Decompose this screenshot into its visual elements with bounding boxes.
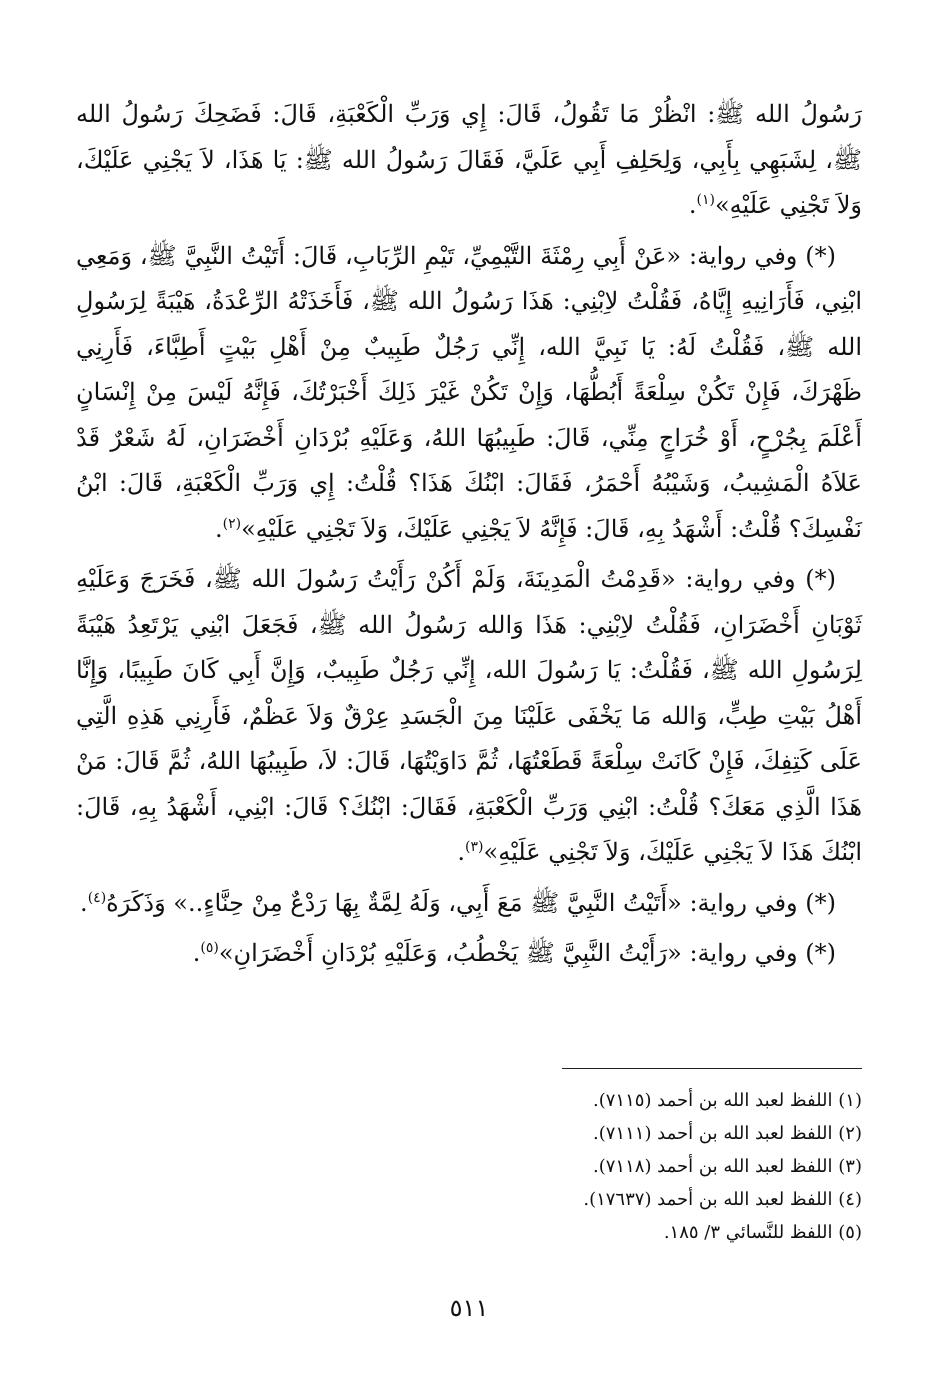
paragraph bbox=[76, 234, 862, 553]
footnote: (٢) اللفظ لعبد الله بن أحمد (٧١١١). bbox=[593, 1123, 862, 1144]
paragraph bbox=[76, 931, 862, 977]
footnote-ref: (٢) bbox=[222, 515, 242, 532]
footnote: (٣) اللفظ لعبد الله بن أحمد (٧١١٨). bbox=[593, 1156, 862, 1177]
footnote-ref: (٣) bbox=[465, 839, 484, 855]
footnote-ref: (٥) bbox=[200, 940, 219, 956]
paragraph-tail: . bbox=[214, 514, 223, 543]
footnote: (٥) اللفظ للنَّسائي ٣/ ١٨٥. bbox=[663, 1222, 862, 1243]
footnote-ref: (٤) bbox=[87, 889, 107, 906]
footnotes-list bbox=[76, 1084, 862, 1249]
paragraph-tail: . bbox=[688, 191, 697, 219]
paragraph-tail: . bbox=[457, 838, 466, 866]
footnote: (١) اللفظ لعبد الله بن أحمد (٧١١٥). bbox=[593, 1090, 862, 1111]
footnote-divider bbox=[562, 1068, 862, 1069]
main-text bbox=[76, 92, 862, 982]
footnote-ref: (١) bbox=[696, 192, 715, 208]
paragraph bbox=[76, 881, 862, 927]
page-number: ٥١١ bbox=[449, 1294, 489, 1322]
paragraph bbox=[76, 92, 862, 229]
paragraph-tail: . bbox=[192, 939, 201, 967]
paragraph-text: (*) وفي رواية: «قَدِمْتُ الْمَدِينَةَ، وَلَمْ أَكُنْ رَأَيْتُ رَسُولَ الله ﷺ، فَخَرَجَ وَعَلَيْهِ ثَوْبَانِ أَخْضَرَانِ، فَقُلْتُ لاِبْنِي: هَذَا وَالله رَسُولُ الله ﷺ، فَجَعَلَ ابْنِي يَرْتَعِدُ هَيْبَةً لِرَسُولِ الله ﷺ، فَقُلْتُ: يَا رَسُولَ الله، إِنِّي رَجُلٌ طَبِيبٌ، وَإِنَّ أَبِي كَانَ طَبِيبًا، وَإِنَّا أَهْلُ بَيْتِ طِبٍّ، وَالله مَا يَخْفَى عَلَيْنَا مِنَ الْجَسَدِ عِرْقٌ وَلاَ عَظْمٌ، فَأَرِنِي هَذِهِ الَّتِي عَلَى كَتِفِكَ، فَإِنْ كَانَتْ سِلْعَةً قَطَعْتُهَا، ثُمَّ دَاوَيْتُهَا، قَالَ: لاَ، طَبِيبُهَا اللهُ، ثُمَّ قَالَ: مَنْ هَذَا الَّذِي مَعَكَ؟ قُلْتُ: ابْنِي وَرَبِّ الْكَعْبَةِ، فَقَالَ: ابْنُكَ؟ قَالَ: ابْنِي، أَشْهَدُ بِهِ، قَالَ: ابْنُكَ هَذَا لاَ يَجْنِي عَلَيْكَ، وَلاَ تَجْنِي عَلَيْهِ» bbox=[76, 565, 863, 866]
paragraph-text: (*) وفي رواية: «عَنْ أَبِي رِمْثَةَ التَّيْمِيِّ، تَيْمِ الرِّبَابِ، قَالَ: أَتَيْتُ النَّبِيَّ ﷺ، وَمَعِي ابْنِي، فَأَرَانِيهِ إِيَّاهُ، فَقُلْتُ لاِبْنِي: هَذَا رَسُولُ الله ﷺ، فَأَخَذَتْهُ الرِّعْدَةُ، هَيْبَةً لِرَسُولِ الله ﷺ، فَقُلْتُ لَهُ: يَا نَبِيَّ الله، إِنِّي رَجُلٌ طَبِيبٌ مِنْ أَهْلِ بَيْتٍ أَطِبَّاءَ، فَأَرِنِي ظَهْرَكَ، فَإِنْ تَكُنْ سِلْعَةً أَبُطُّهَا، وَإِنْ تَكُنْ غَيْرَ ذَلِكَ أَخْبَرْتُكَ، فَإِنَّهُ لَيْسَ مِنْ إِنْسَانٍ أَعْلَمَ بِجُرْحٍ، أَوْ خُرَاجٍ مِنِّي، قَالَ: طَبِيبُهَا اللهُ، وَعَلَيْهِ بُرْدَانِ أَخْضَرَانِ، لَهُ شَعْرٌ قَدْ عَلاَهُ الْمَشِيبُ، وَشَيْبُهُ أَحْمَرُ، فَقَالَ: ابْنُكَ هَذَا؟ قُلْتُ: إِي وَرَبِّ الْكَعْبَةِ، قَالَ: ابْنُ نَفْسِكَ؟ قُلْتُ: أَشْهَدُ بِهِ، قَالَ: فَإِنَّهُ لاَ يَجْنِي عَلَيْكَ، وَلاَ تَجْنِي عَلَيْهِ» bbox=[76, 241, 863, 543]
paragraph bbox=[76, 557, 862, 876]
paragraph-tail: . bbox=[80, 888, 88, 917]
paragraph-text: (*) وفي رواية: «أَتَيْتُ النَّبِيَّ ﷺ مَعَ أَبِي، وَلَهُ لِمَّةٌ بِهَا رَدْعٌ مِنْ حِنَّاءٍ..» وَذَكَرَهُ bbox=[106, 888, 836, 917]
paragraph-text: (*) وفي رواية: «رَأَيْتُ النَّبِيَّ ﷺ يَخْطُبُ، وَعَلَيْهِ بُرْدَانِ أَخْضَرَانِ» bbox=[218, 939, 836, 967]
paragraph-text: رَسُولُ الله ﷺ: انْظُرْ مَا تَقُولُ، قَالَ: إِي وَرَبِّ الْكَعْبَةِ، قَالَ: فَضَحِكَ رَسُولُ الله ﷺ، لِشَبَهِي بِأَبِي، وَلِحَلِفِ أَبِي عَلَيَّ، فَقَالَ رَسُولُ الله ﷺ: يَا هَذَا، لاَ يَجْنِي عَلَيْكَ، وَلاَ تَجْنِي عَلَيْهِ» bbox=[76, 100, 862, 219]
footnote: (٤) اللفظ لعبد الله بن أحمد (١٧٦٣٧). bbox=[583, 1189, 862, 1210]
